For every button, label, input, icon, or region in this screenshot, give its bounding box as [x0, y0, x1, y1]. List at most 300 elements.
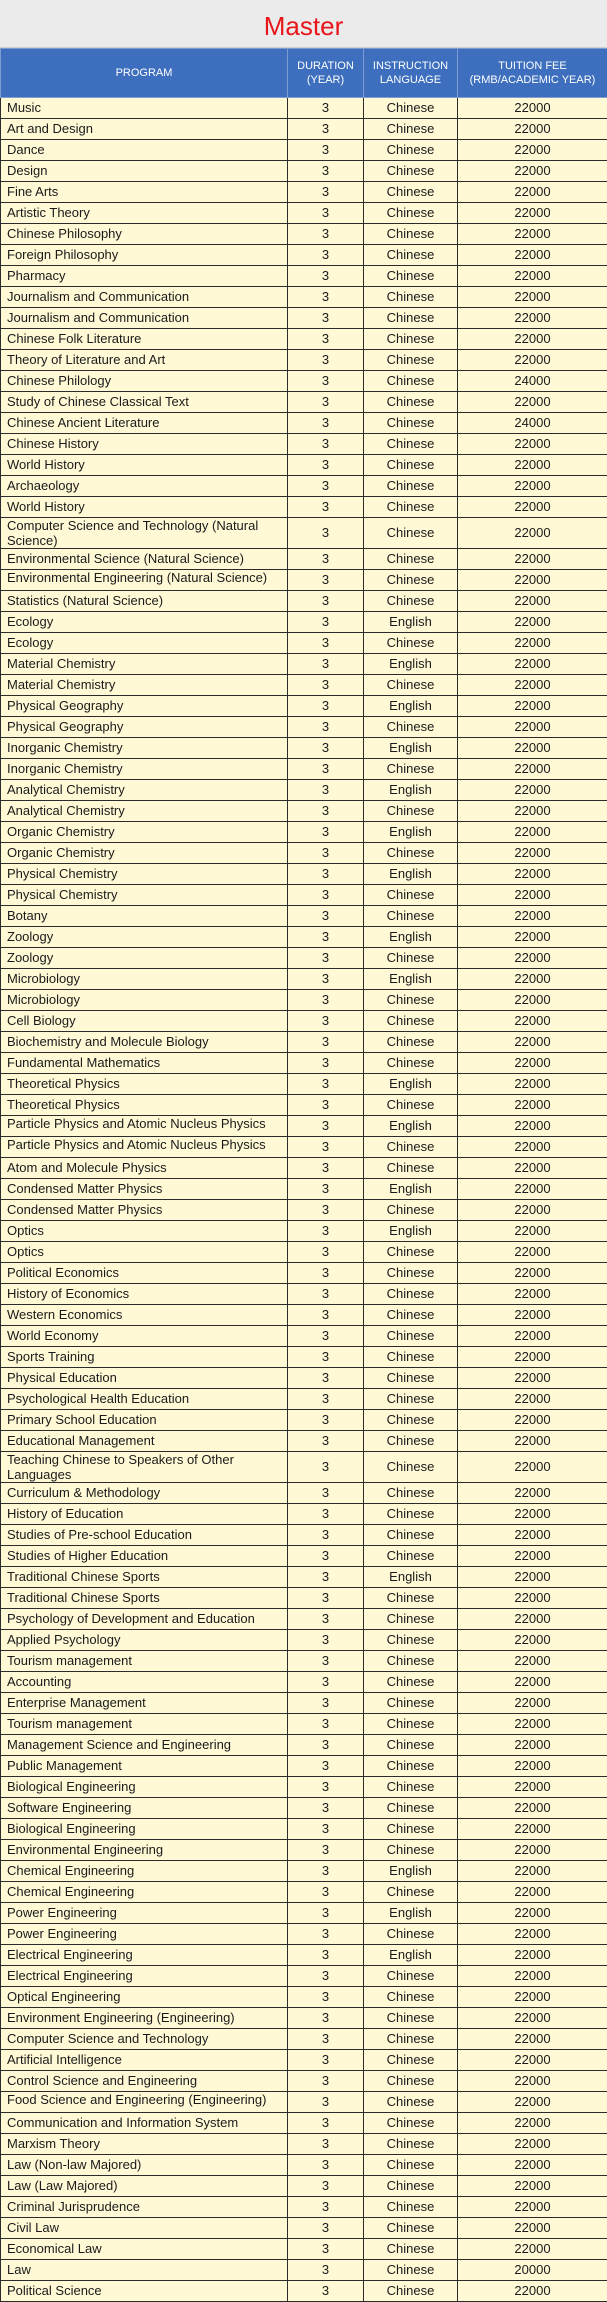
- fee-cell: 22000: [458, 1840, 607, 1861]
- program-cell: Sports Training: [1, 1347, 288, 1368]
- duration-cell: 3: [288, 1158, 364, 1179]
- fee-cell: 22000: [458, 759, 607, 780]
- duration-cell: 3: [288, 329, 364, 350]
- fee-cell: 22000: [458, 864, 607, 885]
- program-cell: Physical Education: [1, 1368, 288, 1389]
- language-cell: Chinese: [364, 1053, 458, 1074]
- table-row: [1, 1819, 607, 1840]
- fee-cell: 22000: [458, 1483, 607, 1504]
- language-cell: Chinese: [364, 549, 458, 570]
- table-row: [1, 2134, 607, 2155]
- duration-cell: 3: [288, 1326, 364, 1347]
- program-cell: Psychological Health Education: [1, 1389, 288, 1410]
- language-cell: Chinese: [364, 2029, 458, 2050]
- language-cell: Chinese: [364, 140, 458, 161]
- program-cell: Chinese History: [1, 434, 288, 455]
- language-cell: Chinese: [364, 2050, 458, 2071]
- program-cell: Law (Non-law Majored): [1, 2155, 288, 2176]
- table-row: [1, 759, 607, 780]
- language-cell: English: [364, 1567, 458, 1588]
- program-cell: Tourism management: [1, 1651, 288, 1672]
- duration-cell: 3: [288, 927, 364, 948]
- fee-cell: 22000: [458, 1221, 607, 1242]
- fee-cell: 22000: [458, 1861, 607, 1882]
- table-row: [1, 1032, 607, 1053]
- language-cell: Chinese: [364, 1798, 458, 1819]
- fee-cell: 22000: [458, 717, 607, 738]
- table-row: [1, 2113, 607, 2134]
- fee-cell: 22000: [458, 1588, 607, 1609]
- duration-cell: 3: [288, 434, 364, 455]
- fee-cell: 22000: [458, 224, 607, 245]
- table-row: [1, 549, 607, 570]
- program-cell: Western Economics: [1, 1305, 288, 1326]
- duration-cell: 3: [288, 822, 364, 843]
- language-cell: English: [364, 822, 458, 843]
- duration-cell: 3: [288, 119, 364, 140]
- fee-cell: 22000: [458, 1011, 607, 1032]
- fee-cell: 22000: [458, 1609, 607, 1630]
- program-cell: Inorganic Chemistry: [1, 759, 288, 780]
- fee-cell: 22000: [458, 350, 607, 371]
- program-cell: Studies of Pre-school Education: [1, 1525, 288, 1546]
- fee-cell: 22000: [458, 1200, 607, 1221]
- duration-cell: 3: [288, 1693, 364, 1714]
- duration-cell: 3: [288, 1714, 364, 1735]
- language-cell: Chinese: [364, 98, 458, 119]
- fee-cell: 22000: [458, 1924, 607, 1945]
- duration-cell: 3: [288, 2239, 364, 2260]
- table-row: [1, 1095, 607, 1116]
- program-cell: Material Chemistry: [1, 675, 288, 696]
- fee-cell: 22000: [458, 675, 607, 696]
- duration-cell: 3: [288, 1410, 364, 1431]
- program-cell: Environmental Engineering (Natural Science): [1, 570, 288, 591]
- duration-cell: 3: [288, 161, 364, 182]
- table-row: [1, 738, 607, 759]
- program-cell: Marxism Theory: [1, 2134, 288, 2155]
- language-cell: Chinese: [364, 1735, 458, 1756]
- language-cell: Chinese: [364, 843, 458, 864]
- table-row: [1, 1284, 607, 1305]
- language-cell: Chinese: [364, 371, 458, 392]
- duration-cell: 3: [288, 969, 364, 990]
- language-cell: Chinese: [364, 1011, 458, 1032]
- duration-cell: 3: [288, 2176, 364, 2197]
- duration-cell: 3: [288, 591, 364, 612]
- fee-cell: 20000: [458, 2260, 607, 2281]
- table-row: [1, 1483, 607, 1504]
- language-cell: Chinese: [364, 119, 458, 140]
- program-cell: Ecology: [1, 633, 288, 654]
- fee-cell: 22000: [458, 329, 607, 350]
- program-cell: Public Management: [1, 1756, 288, 1777]
- language-cell: Chinese: [364, 266, 458, 287]
- table-row: [1, 843, 607, 864]
- table-row: [1, 1326, 607, 1347]
- duration-cell: 3: [288, 1452, 364, 1483]
- table-row: [1, 1798, 607, 1819]
- fee-cell: 22000: [458, 633, 607, 654]
- duration-cell: 3: [288, 392, 364, 413]
- table-row: [1, 717, 607, 738]
- program-cell: Physical Geography: [1, 696, 288, 717]
- language-cell: Chinese: [364, 203, 458, 224]
- fee-cell: 22000: [458, 2071, 607, 2092]
- program-cell: History of Economics: [1, 1284, 288, 1305]
- table-row: [1, 948, 607, 969]
- table-row: [1, 633, 607, 654]
- program-cell: Optical Engineering: [1, 1987, 288, 2008]
- fee-cell: 22000: [458, 1882, 607, 1903]
- table-row: [1, 1945, 607, 1966]
- table-row: [1, 140, 607, 161]
- table-row: [1, 518, 607, 549]
- language-cell: English: [364, 1074, 458, 1095]
- program-cell: Foreign Philosophy: [1, 245, 288, 266]
- table-row: [1, 245, 607, 266]
- table-row: [1, 1179, 607, 1200]
- duration-cell: 3: [288, 906, 364, 927]
- table-row: [1, 476, 607, 497]
- table-row: [1, 161, 607, 182]
- program-cell: Chinese Ancient Literature: [1, 413, 288, 434]
- fee-cell: 22000: [458, 1158, 607, 1179]
- duration-cell: 3: [288, 864, 364, 885]
- duration-cell: 3: [288, 1242, 364, 1263]
- duration-cell: 3: [288, 455, 364, 476]
- language-cell: Chinese: [364, 1284, 458, 1305]
- program-cell: World History: [1, 497, 288, 518]
- table-row: [1, 1840, 607, 1861]
- table-row: [1, 1882, 607, 1903]
- duration-column-header: [288, 49, 364, 98]
- duration-cell: 3: [288, 287, 364, 308]
- program-cell: Condensed Matter Physics: [1, 1200, 288, 1221]
- table-row: [1, 224, 607, 245]
- fee-cell: 22000: [458, 182, 607, 203]
- language-cell: Chinese: [364, 948, 458, 969]
- fee-cell: 22000: [458, 2197, 607, 2218]
- program-cell: Music: [1, 98, 288, 119]
- duration-cell: 3: [288, 1137, 364, 1158]
- duration-cell: 3: [288, 1221, 364, 1242]
- fee-cell: 22000: [458, 1630, 607, 1651]
- table-row: [1, 675, 607, 696]
- table-row: [1, 1777, 607, 1798]
- program-cell: Primary School Education: [1, 1410, 288, 1431]
- table-row: [1, 2281, 607, 2302]
- table-row: [1, 266, 607, 287]
- table-row: [1, 822, 607, 843]
- fee-cell: 22000: [458, 1116, 607, 1137]
- duration-cell: 3: [288, 1630, 364, 1651]
- fee-cell: 22000: [458, 119, 607, 140]
- fee-cell: 22000: [458, 2281, 607, 2302]
- language-cell: Chinese: [364, 570, 458, 591]
- fee-cell: 22000: [458, 2155, 607, 2176]
- program-cell: Journalism and Communication: [1, 308, 288, 329]
- duration-cell: 3: [288, 1074, 364, 1095]
- duration-cell: 3: [288, 1032, 364, 1053]
- language-cell: Chinese: [364, 1095, 458, 1116]
- fee-cell: 22000: [458, 476, 607, 497]
- duration-cell: 3: [288, 990, 364, 1011]
- table-row: [1, 1861, 607, 1882]
- duration-cell: 3: [288, 1672, 364, 1693]
- language-cell: Chinese: [364, 413, 458, 434]
- table-row: [1, 1651, 607, 1672]
- duration-cell: 3: [288, 1861, 364, 1882]
- duration-cell: 3: [288, 1777, 364, 1798]
- language-cell: Chinese: [364, 2155, 458, 2176]
- fee-cell: 22000: [458, 1347, 607, 1368]
- language-cell: Chinese: [364, 1756, 458, 1777]
- language-cell: Chinese: [364, 1305, 458, 1326]
- table-row: [1, 1609, 607, 1630]
- program-cell: Condensed Matter Physics: [1, 1179, 288, 1200]
- language-cell: Chinese: [364, 1882, 458, 1903]
- program-table: [0, 48, 607, 2302]
- language-cell: Chinese: [364, 245, 458, 266]
- fee-cell: 22000: [458, 392, 607, 413]
- fee-cell: 22000: [458, 2008, 607, 2029]
- program-cell: Traditional Chinese Sports: [1, 1588, 288, 1609]
- duration-cell: 3: [288, 1200, 364, 1221]
- table-row: [1, 1672, 607, 1693]
- table-row: [1, 927, 607, 948]
- duration-cell: 3: [288, 1263, 364, 1284]
- table-row: [1, 1074, 607, 1095]
- language-cell: Chinese: [364, 308, 458, 329]
- duration-cell: 3: [288, 371, 364, 392]
- duration-cell: 3: [288, 182, 364, 203]
- language-cell: Chinese: [364, 1546, 458, 1567]
- table-row: [1, 1053, 607, 1074]
- language-cell: Chinese: [364, 2260, 458, 2281]
- language-cell: Chinese: [364, 1326, 458, 1347]
- fee-cell: 22000: [458, 1326, 607, 1347]
- fee-cell: 22000: [458, 1714, 607, 1735]
- table-row: [1, 1735, 607, 1756]
- program-cell: Analytical Chemistry: [1, 780, 288, 801]
- language-cell: Chinese: [364, 2176, 458, 2197]
- language-cell: Chinese: [364, 182, 458, 203]
- table-row: [1, 287, 607, 308]
- table-row: [1, 1714, 607, 1735]
- table-row: [1, 612, 607, 633]
- table-row: [1, 98, 607, 119]
- fee-cell: 22000: [458, 1903, 607, 1924]
- table-row: [1, 2029, 607, 2050]
- table-row: [1, 990, 607, 1011]
- language-cell: Chinese: [364, 1693, 458, 1714]
- program-cell: Traditional Chinese Sports: [1, 1567, 288, 1588]
- fee-cell: 22000: [458, 2029, 607, 2050]
- fee-cell: 22000: [458, 308, 607, 329]
- duration-cell: 3: [288, 570, 364, 591]
- duration-cell: 3: [288, 1525, 364, 1546]
- duration-cell: 3: [288, 1347, 364, 1368]
- language-cell: Chinese: [364, 675, 458, 696]
- fee-cell: 22000: [458, 927, 607, 948]
- duration-cell: 3: [288, 633, 364, 654]
- program-cell: Economical Law: [1, 2239, 288, 2260]
- language-cell: English: [364, 969, 458, 990]
- language-cell: Chinese: [364, 759, 458, 780]
- table-row: [1, 1200, 607, 1221]
- fee-cell: 22000: [458, 1504, 607, 1525]
- duration-cell: 3: [288, 2050, 364, 2071]
- duration-cell: 3: [288, 1095, 364, 1116]
- program-cell: Art and Design: [1, 119, 288, 140]
- language-cell: Chinese: [364, 329, 458, 350]
- program-cell: Zoology: [1, 927, 288, 948]
- language-cell: Chinese: [364, 455, 458, 476]
- duration-cell: 3: [288, 2029, 364, 2050]
- fee-cell: 22000: [458, 1945, 607, 1966]
- language-cell: English: [364, 1903, 458, 1924]
- table-row: [1, 906, 607, 927]
- program-cell: Theoretical Physics: [1, 1074, 288, 1095]
- language-cell: Chinese: [364, 2071, 458, 2092]
- language-cell: English: [364, 1179, 458, 1200]
- language-cell: Chinese: [364, 717, 458, 738]
- language-cell: Chinese: [364, 990, 458, 1011]
- duration-cell: 3: [288, 2134, 364, 2155]
- duration-cell: 3: [288, 1903, 364, 1924]
- program-cell: Statistics (Natural Science): [1, 591, 288, 612]
- language-cell: Chinese: [364, 2281, 458, 2302]
- duration-cell: 3: [288, 224, 364, 245]
- table-row: [1, 203, 607, 224]
- program-cell: Environmental Engineering: [1, 1840, 288, 1861]
- fee-cell: 22000: [458, 2092, 607, 2113]
- program-cell: Environment Engineering (Engineering): [1, 2008, 288, 2029]
- language-cell: English: [364, 738, 458, 759]
- table-row: [1, 329, 607, 350]
- fee-cell: 22000: [458, 1546, 607, 1567]
- fee-cell: 22000: [458, 1410, 607, 1431]
- program-cell: Civil Law: [1, 2218, 288, 2239]
- fee-cell: 22000: [458, 570, 607, 591]
- language-cell: Chinese: [364, 2008, 458, 2029]
- duration-cell: 3: [288, 1609, 364, 1630]
- program-cell: Enterprise Management: [1, 1693, 288, 1714]
- fee-cell: 22000: [458, 245, 607, 266]
- duration-cell: 3: [288, 1305, 364, 1326]
- table-row: [1, 1263, 607, 1284]
- program-cell: Study of Chinese Classical Text: [1, 392, 288, 413]
- table-row: [1, 350, 607, 371]
- fee-cell: 22000: [458, 1735, 607, 1756]
- fee-cell: 22000: [458, 1693, 607, 1714]
- language-cell: Chinese: [364, 1200, 458, 1221]
- duration-cell: 3: [288, 717, 364, 738]
- language-cell: Chinese: [364, 1777, 458, 1798]
- table-header: [1, 49, 607, 98]
- language-cell: Chinese: [364, 2218, 458, 2239]
- table-row: [1, 2071, 607, 2092]
- program-cell: Artificial Intelligence: [1, 2050, 288, 2071]
- duration-cell: 3: [288, 1819, 364, 1840]
- duration-cell: 3: [288, 1179, 364, 1200]
- duration-cell: 3: [288, 885, 364, 906]
- table-row: [1, 2218, 607, 2239]
- program-cell: World History: [1, 455, 288, 476]
- language-cell: Chinese: [364, 1630, 458, 1651]
- table-row: [1, 1630, 607, 1651]
- language-cell: Chinese: [364, 1158, 458, 1179]
- fee-cell: 22000: [458, 1777, 607, 1798]
- language-cell: English: [364, 1221, 458, 1242]
- language-header-line2: LANGUAGE: [380, 74, 441, 86]
- fee-cell: 22000: [458, 1284, 607, 1305]
- program-cell: Biochemistry and Molecule Biology: [1, 1032, 288, 1053]
- language-cell: Chinese: [364, 1452, 458, 1483]
- program-cell: World Economy: [1, 1326, 288, 1347]
- fee-cell: 22000: [458, 287, 607, 308]
- table-row: [1, 1588, 607, 1609]
- duration-cell: 3: [288, 1053, 364, 1074]
- table-row: [1, 2092, 607, 2113]
- language-column-header: [364, 49, 458, 98]
- fee-cell: 22000: [458, 1305, 607, 1326]
- language-cell: Chinese: [364, 633, 458, 654]
- language-cell: Chinese: [364, 1483, 458, 1504]
- table-row: [1, 1693, 607, 1714]
- language-cell: Chinese: [364, 801, 458, 822]
- table-row: [1, 1137, 607, 1158]
- program-cell: Organic Chemistry: [1, 843, 288, 864]
- language-cell: English: [364, 864, 458, 885]
- table-row: [1, 2008, 607, 2029]
- duration-cell: 3: [288, 1651, 364, 1672]
- fee-cell: 22000: [458, 885, 607, 906]
- duration-cell: 3: [288, 1840, 364, 1861]
- duration-cell: 3: [288, 518, 364, 549]
- program-cell: Physical Geography: [1, 717, 288, 738]
- table-row: [1, 1504, 607, 1525]
- fee-cell: 22000: [458, 266, 607, 287]
- table-row: [1, 696, 607, 717]
- duration-cell: 3: [288, 2092, 364, 2113]
- fee-cell: 22000: [458, 654, 607, 675]
- table-row: [1, 1924, 607, 1945]
- program-cell: Biological Engineering: [1, 1777, 288, 1798]
- duration-cell: 3: [288, 1368, 364, 1389]
- fee-cell: 22000: [458, 1137, 607, 1158]
- table-row: [1, 308, 607, 329]
- fee-cell: 22000: [458, 1966, 607, 1987]
- language-cell: Chinese: [364, 1840, 458, 1861]
- table-row: [1, 1116, 607, 1137]
- fee-cell: 22000: [458, 822, 607, 843]
- fee-cell: 22000: [458, 1431, 607, 1452]
- fee-cell: 22000: [458, 1819, 607, 1840]
- program-cell: Theory of Literature and Art: [1, 350, 288, 371]
- table-row: [1, 497, 607, 518]
- program-cell: Tourism management: [1, 1714, 288, 1735]
- program-cell: Chinese Philosophy: [1, 224, 288, 245]
- language-cell: English: [364, 1945, 458, 1966]
- table-row: [1, 1546, 607, 1567]
- duration-cell: 3: [288, 675, 364, 696]
- program-cell: Computer Science and Technology (Natural Science): [1, 518, 288, 549]
- language-cell: English: [364, 696, 458, 717]
- language-cell: Chinese: [364, 2113, 458, 2134]
- language-cell: Chinese: [364, 591, 458, 612]
